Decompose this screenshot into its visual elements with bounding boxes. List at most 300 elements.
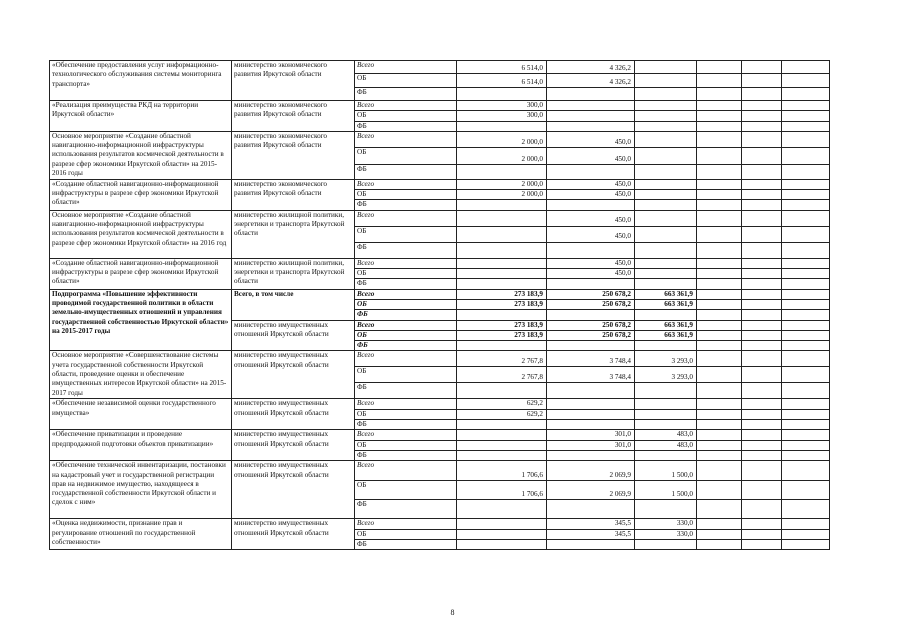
amount-cell — [742, 440, 782, 450]
amount-cell — [697, 269, 742, 279]
amount-cell: 450,0 — [547, 258, 635, 268]
amount-cell — [697, 420, 742, 430]
amount-cell — [782, 210, 830, 226]
amount-cell — [457, 310, 547, 320]
amount-cell — [782, 200, 830, 210]
measure-name-cell: Основное мероприятие «Создание областной навигационно-информационной инфраструктуры использования результатов космической деятельности в разрезе сфер экономики Иркутской области» на 2015-2016 годы — [50, 131, 232, 179]
executor-cell: министерство имущественных отношений Иркутской области — [232, 430, 355, 461]
amount-cell — [782, 226, 830, 242]
funding-source-cell: ОБ — [355, 190, 457, 200]
funding-source-cell: Всего — [355, 461, 457, 481]
amount-cell — [457, 430, 547, 440]
amount-cell — [742, 299, 782, 309]
amount-cell — [782, 481, 830, 500]
amount-cell: 450,0 — [547, 179, 635, 189]
amount-cell: 6 514,0 — [457, 74, 547, 88]
amount-cell — [635, 179, 697, 189]
measure-name-cell: «Создание областной навигационно-информационной инфраструктуры в разрезе сфер экономики Иркутской области» — [50, 258, 232, 289]
amount-cell — [697, 147, 742, 164]
amount-cell: 345,5 — [547, 519, 635, 529]
measure-name-cell: Основное мероприятие «Совершенствование системы учета государственной собственности Иркутской области, проведение оценки и обеспечение имущественных интересов Иркутской области» на 2015-2017 годы — [50, 351, 232, 399]
amount-cell: 1 706,6 — [457, 481, 547, 500]
amount-cell: 629,2 — [457, 399, 547, 409]
amount-cell — [547, 279, 635, 289]
amount-cell — [742, 88, 782, 101]
amount-cell: 3 748,4 — [547, 351, 635, 367]
amount-cell — [782, 539, 830, 549]
executor-cell: министерство имущественных отношений Иркутской области — [232, 519, 355, 550]
amount-cell — [782, 383, 830, 399]
amount-cell: 483,0 — [635, 430, 697, 440]
amount-cell — [697, 279, 742, 289]
funding-source-cell: ФБ — [355, 310, 457, 320]
amount-cell: 1 500,0 — [635, 461, 697, 481]
amount-cell — [697, 351, 742, 367]
amount-cell — [697, 210, 742, 226]
amount-cell — [457, 500, 547, 519]
amount-cell: 3 748,4 — [547, 367, 635, 383]
amount-cell: 273 183,9 — [457, 299, 547, 309]
amount-cell — [742, 226, 782, 242]
measure-name-cell: «Оценка недвижимости, признание прав и регулирование отношений по государственной собственности» — [50, 519, 232, 550]
amount-cell — [457, 88, 547, 101]
amount-cell — [635, 200, 697, 210]
table-row — [50, 461, 830, 481]
amount-cell — [635, 131, 697, 147]
amount-cell: 250 678,2 — [547, 289, 635, 299]
funding-source-cell: ОБ — [355, 330, 457, 340]
amount-cell — [697, 242, 742, 258]
amount-cell — [635, 539, 697, 549]
amount-cell — [782, 279, 830, 289]
funding-source-cell: ФБ — [355, 200, 457, 210]
amount-cell — [547, 399, 635, 409]
amount-cell — [547, 420, 635, 430]
amount-cell — [697, 179, 742, 189]
amount-cell — [635, 383, 697, 399]
table-row — [50, 399, 830, 409]
funding-source-cell: ОБ — [355, 74, 457, 88]
amount-cell — [457, 121, 547, 131]
table-row — [50, 210, 830, 226]
amount-cell — [457, 200, 547, 210]
amount-cell: 330,0 — [635, 529, 697, 539]
amount-cell — [782, 450, 830, 460]
table-body — [50, 61, 830, 550]
funding-source-cell: Всего — [355, 101, 457, 111]
amount-cell — [635, 226, 697, 242]
amount-cell: 2 000,0 — [457, 147, 547, 164]
amount-cell — [742, 242, 782, 258]
amount-cell — [635, 399, 697, 409]
funding-source-cell: Всего — [355, 430, 457, 440]
amount-cell: 3 293,0 — [635, 351, 697, 367]
amount-cell — [742, 74, 782, 88]
amount-cell — [635, 88, 697, 101]
amount-cell — [742, 179, 782, 189]
amount-cell: 300,0 — [457, 101, 547, 111]
amount-cell — [742, 269, 782, 279]
funding-source-cell: ФБ — [355, 420, 457, 430]
executor-cell: министерство жилищной политики, энергетики и транспорта Иркутской области — [232, 210, 355, 258]
amount-cell — [457, 440, 547, 450]
amount-cell: 300,0 — [457, 111, 547, 121]
funding-source-cell: ФБ — [355, 341, 457, 351]
amount-cell: 250 678,2 — [547, 330, 635, 340]
funding-source-cell: Всего — [355, 320, 457, 330]
amount-cell — [635, 242, 697, 258]
funding-source-cell: Всего — [355, 351, 457, 367]
amount-cell — [547, 88, 635, 101]
amount-cell — [697, 200, 742, 210]
funding-source-cell: Всего — [355, 289, 457, 299]
amount-cell — [635, 101, 697, 111]
executor-cell: министерство имущественных отношений Иркутской области — [232, 320, 355, 351]
amount-cell: 450,0 — [547, 226, 635, 242]
funding-source-cell: ОБ — [355, 269, 457, 279]
table-row — [50, 179, 830, 189]
amount-cell — [635, 111, 697, 121]
amount-cell — [697, 74, 742, 88]
amount-cell — [742, 420, 782, 430]
measure-name-cell: «Обеспечение предоставления услуг информационно-технологического обслуживания системы мониторинга транспорта» — [50, 61, 232, 101]
amount-cell: 4 326,2 — [547, 61, 635, 74]
funding-source-cell: ФБ — [355, 279, 457, 289]
amount-cell: 450,0 — [547, 269, 635, 279]
amount-cell — [697, 341, 742, 351]
funding-source-cell: Всего — [355, 519, 457, 529]
amount-cell — [742, 147, 782, 164]
amount-cell — [547, 450, 635, 460]
amount-cell — [457, 164, 547, 179]
amount-cell — [782, 269, 830, 279]
measure-name-cell: Основное мероприятие «Создание областной навигационно-информационной инфраструктуры использования результатов космической деятельности в разрезе сфер экономики Иркутской области» на 2016 год — [50, 210, 232, 258]
amount-cell — [697, 461, 742, 481]
table-row — [50, 131, 830, 147]
amount-cell — [697, 539, 742, 549]
amount-cell — [635, 409, 697, 419]
funding-source-cell: ОБ — [355, 529, 457, 539]
amount-cell — [782, 121, 830, 131]
amount-cell — [697, 519, 742, 529]
amount-cell — [742, 258, 782, 268]
amount-cell — [697, 430, 742, 440]
amount-cell — [697, 190, 742, 200]
amount-cell — [457, 341, 547, 351]
amount-cell — [635, 258, 697, 268]
amount-cell — [742, 131, 782, 147]
amount-cell — [457, 420, 547, 430]
amount-cell — [782, 367, 830, 383]
funding-source-cell: Всего — [355, 210, 457, 226]
amount-cell — [547, 200, 635, 210]
amount-cell — [782, 399, 830, 409]
table-row — [50, 61, 830, 74]
budget-table-sheet — [49, 60, 829, 550]
amount-cell: 301,0 — [547, 440, 635, 450]
amount-cell — [547, 101, 635, 111]
amount-cell — [635, 341, 697, 351]
amount-cell — [742, 200, 782, 210]
amount-cell — [635, 121, 697, 131]
amount-cell — [457, 226, 547, 242]
amount-cell — [742, 310, 782, 320]
amount-cell — [742, 164, 782, 179]
funding-source-cell: Всего — [355, 258, 457, 268]
amount-cell — [742, 367, 782, 383]
amount-cell: 450,0 — [547, 210, 635, 226]
amount-cell: 450,0 — [547, 190, 635, 200]
amount-cell — [635, 420, 697, 430]
amount-cell — [782, 299, 830, 309]
funding-source-cell: ОБ — [355, 481, 457, 500]
amount-cell — [697, 258, 742, 268]
funding-source-cell: Всего — [355, 61, 457, 74]
amount-cell — [635, 279, 697, 289]
amount-cell: 3 293,0 — [635, 367, 697, 383]
amount-cell — [635, 269, 697, 279]
funding-source-cell: ФБ — [355, 164, 457, 179]
funding-source-cell: ОБ — [355, 111, 457, 121]
measure-name-cell: Подпрограмма «Повышение эффективности проводимой государственной политики в области земельно-имущественных отношений и управления государственной собственностью Иркутской области» на 2015-2017 годы — [50, 289, 232, 351]
amount-cell — [635, 61, 697, 74]
amount-cell — [457, 383, 547, 399]
amount-cell — [547, 111, 635, 121]
amount-cell — [697, 61, 742, 74]
amount-cell — [782, 258, 830, 268]
amount-cell: 663 361,9 — [635, 330, 697, 340]
amount-cell — [547, 341, 635, 351]
amount-cell — [782, 461, 830, 481]
amount-cell: 1 706,6 — [457, 461, 547, 481]
amount-cell — [457, 279, 547, 289]
funding-source-cell: ОБ — [355, 409, 457, 419]
amount-cell — [782, 330, 830, 340]
executor-cell: министерство экономического развития Иркутской области — [232, 131, 355, 179]
table-row — [50, 101, 830, 111]
amount-cell — [697, 88, 742, 101]
amount-cell — [782, 61, 830, 74]
amount-cell — [742, 320, 782, 330]
amount-cell — [697, 299, 742, 309]
amount-cell — [782, 147, 830, 164]
amount-cell — [697, 320, 742, 330]
amount-cell: 2 069,9 — [547, 461, 635, 481]
funding-source-cell: ОБ — [355, 299, 457, 309]
amount-cell — [742, 500, 782, 519]
amount-cell: 663 361,9 — [635, 299, 697, 309]
amount-cell — [782, 190, 830, 200]
amount-cell — [547, 121, 635, 131]
amount-cell — [742, 351, 782, 367]
amount-cell — [457, 269, 547, 279]
amount-cell: 663 361,9 — [635, 289, 697, 299]
amount-cell — [635, 210, 697, 226]
amount-cell — [697, 383, 742, 399]
funding-source-cell: ФБ — [355, 539, 457, 549]
amount-cell — [782, 420, 830, 430]
funding-source-cell: ФБ — [355, 383, 457, 399]
amount-cell — [782, 341, 830, 351]
funding-source-cell: ФБ — [355, 242, 457, 258]
funding-source-cell: ФБ — [355, 450, 457, 460]
amount-cell — [782, 74, 830, 88]
amount-cell — [697, 481, 742, 500]
amount-cell — [547, 409, 635, 419]
executor-cell: министерство экономического развития Иркутской области — [232, 179, 355, 210]
amount-cell — [635, 500, 697, 519]
executor-cell: Всего, в том числе — [232, 289, 355, 320]
amount-cell — [742, 330, 782, 340]
amount-cell — [742, 190, 782, 200]
funding-source-cell: Всего — [355, 179, 457, 189]
amount-cell — [697, 500, 742, 519]
amount-cell — [457, 450, 547, 460]
amount-cell: 450,0 — [547, 131, 635, 147]
amount-cell — [697, 367, 742, 383]
amount-cell: 629,2 — [457, 409, 547, 419]
executor-cell: министерство имущественных отношений Иркутской области — [232, 399, 355, 430]
amount-cell — [782, 111, 830, 121]
amount-cell — [782, 242, 830, 258]
measure-name-cell: «Создание областной навигационно-информационной инфраструктуры в разрезе сфер экономики Иркутской области» — [50, 179, 232, 210]
amount-cell — [782, 529, 830, 539]
amount-cell — [782, 310, 830, 320]
amount-cell — [635, 450, 697, 460]
amount-cell — [742, 529, 782, 539]
amount-cell — [742, 111, 782, 121]
amount-cell — [782, 440, 830, 450]
amount-cell — [457, 242, 547, 258]
amount-cell — [547, 539, 635, 549]
budget-table — [49, 60, 830, 550]
amount-cell: 483,0 — [635, 440, 697, 450]
amount-cell — [697, 226, 742, 242]
amount-cell: 4 326,2 — [547, 74, 635, 88]
amount-cell — [697, 409, 742, 419]
amount-cell — [697, 399, 742, 409]
amount-cell: 2 000,0 — [457, 131, 547, 147]
funding-source-cell: ФБ — [355, 500, 457, 519]
amount-cell — [742, 210, 782, 226]
table-row — [50, 430, 830, 440]
amount-cell — [742, 481, 782, 500]
amount-cell: 273 183,9 — [457, 289, 547, 299]
amount-cell — [782, 500, 830, 519]
amount-cell — [782, 320, 830, 330]
amount-cell — [742, 61, 782, 74]
amount-cell — [697, 310, 742, 320]
amount-cell — [697, 131, 742, 147]
amount-cell — [635, 164, 697, 179]
amount-cell — [742, 399, 782, 409]
funding-source-cell: ОБ — [355, 226, 457, 242]
amount-cell — [697, 330, 742, 340]
amount-cell — [635, 310, 697, 320]
amount-cell: 663 361,9 — [635, 320, 697, 330]
measure-name-cell: «Обеспечение независимой оценки государственного имущества» — [50, 399, 232, 430]
amount-cell — [742, 279, 782, 289]
amount-cell — [457, 519, 547, 529]
amount-cell — [635, 147, 697, 164]
amount-cell — [782, 430, 830, 440]
amount-cell — [547, 383, 635, 399]
amount-cell — [742, 430, 782, 440]
funding-source-cell: Всего — [355, 399, 457, 409]
amount-cell — [547, 164, 635, 179]
amount-cell — [782, 519, 830, 529]
amount-cell — [782, 179, 830, 189]
amount-cell — [742, 341, 782, 351]
executor-cell: министерство имущественных отношений Иркутской области — [232, 351, 355, 399]
amount-cell — [547, 500, 635, 519]
amount-cell — [742, 450, 782, 460]
measure-name-cell: «Обеспечение технической инвентаризации, постановки на кадастровый учет и государственной регистрации прав на недвижимое имущество, находящееся в государственной собственности Иркутской области и сделок с ним» — [50, 461, 232, 519]
amount-cell — [457, 539, 547, 549]
amount-cell: 2 000,0 — [457, 190, 547, 200]
amount-cell: 1 500,0 — [635, 481, 697, 500]
amount-cell — [742, 101, 782, 111]
amount-cell — [782, 131, 830, 147]
amount-cell: 2 767,8 — [457, 351, 547, 367]
amount-cell — [742, 519, 782, 529]
funding-source-cell: ОБ — [355, 147, 457, 164]
amount-cell — [697, 450, 742, 460]
amount-cell — [457, 258, 547, 268]
table-row — [50, 519, 830, 529]
amount-cell — [635, 190, 697, 200]
amount-cell — [697, 529, 742, 539]
amount-cell: 273 183,9 — [457, 320, 547, 330]
amount-cell — [742, 121, 782, 131]
amount-cell — [742, 383, 782, 399]
amount-cell — [547, 242, 635, 258]
amount-cell — [742, 289, 782, 299]
amount-cell: 6 514,0 — [457, 61, 547, 74]
amount-cell — [782, 164, 830, 179]
amount-cell — [782, 101, 830, 111]
amount-cell: 301,0 — [547, 430, 635, 440]
amount-cell — [697, 101, 742, 111]
executor-cell: министерство жилищной политики, энергетики и транспорта Иркутской области — [232, 258, 355, 289]
amount-cell — [782, 289, 830, 299]
amount-cell — [742, 539, 782, 549]
amount-cell: 450,0 — [547, 147, 635, 164]
funding-source-cell: Всего — [355, 131, 457, 147]
amount-cell — [457, 210, 547, 226]
amount-cell — [782, 88, 830, 101]
amount-cell — [547, 310, 635, 320]
funding-source-cell: ФБ — [355, 88, 457, 101]
amount-cell — [742, 461, 782, 481]
amount-cell: 2 767,8 — [457, 367, 547, 383]
amount-cell: 250 678,2 — [547, 299, 635, 309]
measure-name-cell: «Реализация преимущества РКД на территории Иркутской области» — [50, 101, 232, 132]
amount-cell — [697, 111, 742, 121]
amount-cell: 345,5 — [547, 529, 635, 539]
amount-cell — [782, 351, 830, 367]
executor-cell: министерство экономического развития Иркутской области — [232, 101, 355, 132]
table-row — [50, 258, 830, 268]
executor-cell: министерство имущественных отношений Иркутской области — [232, 461, 355, 519]
amount-cell — [457, 529, 547, 539]
amount-cell: 2 000,0 — [457, 179, 547, 189]
executor-cell: министерство экономического развития Иркутской области — [232, 61, 355, 101]
funding-source-cell: ФБ — [355, 121, 457, 131]
page-number: 8 — [450, 608, 455, 617]
measure-name-cell: «Обеспечение приватизации и проведение предпродажной подготовки объектов приватизации» — [50, 430, 232, 461]
table-row — [50, 351, 830, 367]
